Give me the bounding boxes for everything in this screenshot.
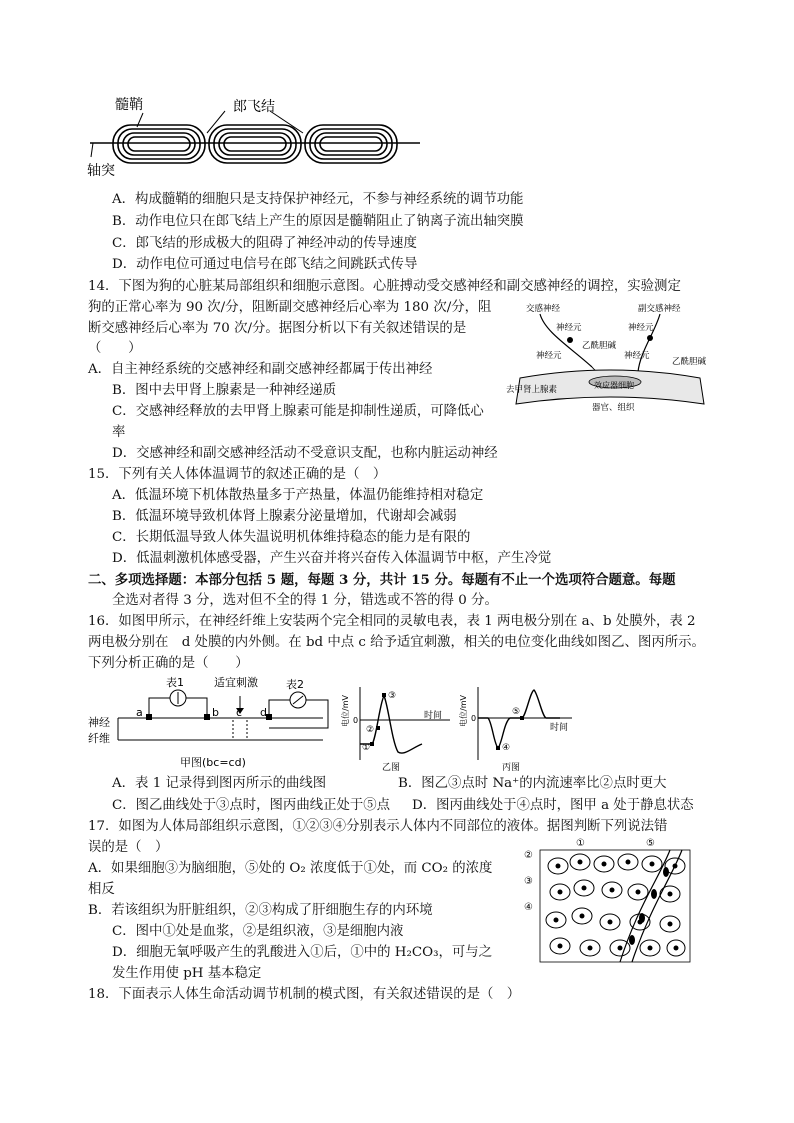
q15-stem: 15．下列有关人体体温调节的叙述正确的是（ ）: [88, 467, 387, 482]
q14-stem-1: 14．下图为狗的心脏某局部组织和细胞示意图。心脏搏动受交感神经和副交感神经的调控，实验测定: [88, 279, 681, 294]
q14-option-a: A．自主神经系统的交感神经和副交感神经都属于传出神经: [88, 362, 433, 377]
q15-option-a: A．低温环境下机体散热量多于产热量，体温仍能维持相对稳定: [112, 488, 484, 503]
meter2-label: 表2: [286, 678, 304, 691]
receptor-label: 效应器细胞: [594, 381, 634, 390]
fiber-label-2: 纤维: [88, 732, 110, 745]
tissue-num-1: ①: [576, 838, 585, 849]
yi-point-1: ①: [362, 743, 371, 753]
fiber-label-1: 神经: [88, 716, 110, 729]
bing-zero: 0: [471, 714, 477, 723]
neuron-label-mid-left: 神经元: [536, 351, 562, 361]
ach-label-2: 乙酰胆碱: [672, 357, 707, 367]
q16-option-c: C．图乙曲线处于③点时，图丙曲线正处于⑤点: [112, 798, 391, 813]
bing-point-4: ④: [502, 743, 511, 753]
q16-option-d: D．图丙曲线处于④点时，图甲 a 处于静息状态: [412, 798, 694, 813]
neuron-label-left: 神经元: [556, 323, 582, 333]
q17-stem-1: 17．如图为人体局部组织示意图，①②③④分别表示人体内不同部位的液体。据图判断下列说法错: [88, 819, 668, 834]
node-label: 郎飞结: [233, 99, 275, 115]
norepi-label: 去甲肾上腺素: [506, 385, 558, 395]
yi-x-label: 时间: [424, 711, 443, 721]
q13-option-a: A．构成髓鞘的细胞只是支持保护神经元，不参与神经系统的调节功能: [112, 192, 524, 207]
bing-y-label: 电位/mV: [459, 695, 468, 727]
caption-bing: 丙图: [502, 763, 521, 773]
q17-option-a-2: 相反: [88, 882, 115, 897]
sym-nerve-label: 交感神经: [526, 304, 561, 314]
tissue-num-3: ③: [524, 876, 533, 887]
q16-figure-bing: [460, 682, 580, 772]
q17-option-d-2: 发生作用使 pH 基本稳定: [112, 966, 262, 981]
heart-nerve-figure: [500, 302, 720, 417]
neuron-label-right: 神经元: [628, 323, 654, 333]
q15-option-c: C．长期低温导致人体失温说明机体维持稳态的能力是有限的: [112, 530, 471, 545]
tissue-num-2: ②: [524, 850, 533, 861]
q17-option-d-1: D．细胞无氧呼吸产生的乳酸进入①后，①中的 H₂CO₃，可与之: [112, 945, 493, 960]
organ-label: 器官、组织: [592, 403, 635, 413]
q17-option-a-1: A．如果细胞③为脑细胞，⑤处的 O₂ 浓度低于①处，而 CO₂ 的浓度: [88, 861, 493, 876]
q15-option-d: D．低温刺激机体感受器，产生兴奋并将兴奋传入体温调节中枢，产生冷觉: [112, 551, 552, 566]
point-d-label: d: [260, 706, 267, 719]
q17-option-b: B．若该组织为肝脏组织，②③构成了肝细胞生存的内环境: [88, 903, 433, 918]
q15-option-b: B．低温环境导致机体肾上腺素分泌量增加，代谢却会减弱: [112, 509, 457, 524]
myelin-figure: [85, 95, 425, 185]
q13-option-d: D．动作电位可通过电信号在郎飞结之间跳跃式传导: [112, 257, 418, 272]
q18-stem: 18．下面表示人体生命活动调节机制的模式图，有关叙述错误的是（ ）: [88, 987, 521, 1002]
ach-label-1: 乙酰胆碱: [582, 341, 617, 351]
q16-option-a: A．表 1 记录得到图丙所示的曲线图: [112, 776, 327, 791]
q14-option-d: D．交感神经和副交感神经活动不受意识支配，也称内脏运动神经: [112, 446, 498, 461]
meter1-label: 表1: [166, 676, 184, 689]
q14-answer-paren: （ ）: [88, 341, 142, 356]
q16-stem-3: 下列分析正确的是（ ）: [88, 656, 249, 671]
q14-stem-3: 断交感神经后心率为 70 次/分。据图分析以下有关叙述错误的是: [88, 321, 467, 336]
section2-heading: 二、多项选择题：本部分包括 5 题，每题 3 分，共计 15 分。每题有不止一个选项符合题意。每题: [88, 572, 676, 588]
tissue-num-4: ④: [524, 902, 533, 913]
stimulus-label: 适宜刺激: [214, 676, 258, 689]
q14-option-c-1: C．交感神经释放的去甲肾上腺素可能是抑制性递质，可降低心: [112, 404, 484, 419]
q14-stem-2: 狗的正常心率为 90 次/分，阻断副交感神经后心率为 180 次/分，阻: [88, 300, 492, 315]
q13-option-b: B．动作电位只在郎飞结上产生的原因是髓鞘阻止了钠离子流出轴突膜: [112, 214, 524, 229]
caption-jia: 甲图(bc=cd): [180, 756, 246, 769]
q14-option-b: B．图中去甲肾上腺素是一种神经递质: [112, 383, 337, 398]
section2-scoring: 全选对者得 3 分，选对但不全的得 1 分，错选或不答的得 0 分。: [112, 593, 498, 608]
para-nerve-label: 副交感神经: [638, 304, 681, 314]
q13-option-c: C．郎飞结的形成极大的阻碍了神经冲动的传导速度: [112, 236, 417, 251]
myelin-label: 髓鞘: [115, 97, 143, 113]
q17-option-c: C．图中①处是血浆，②是组织液，③是细胞内液: [112, 924, 404, 939]
q16-figure-jia: [88, 676, 338, 771]
yi-y-label: 电位/mV: [341, 695, 350, 727]
q16-figure-yi: [342, 682, 457, 772]
q16-option-b: B．图乙③点时 Na⁺的内流速率比②点时更大: [398, 776, 667, 791]
q16-stem-2: 两电极分别在 d 处膜的内外侧。在 bd 中点 c 给予适宜刺激，相关的电位变化曲线如图乙、图丙所示。: [88, 635, 705, 650]
yi-point-2: ②: [366, 725, 375, 735]
q17-stem-2: 误的是（ ）: [88, 840, 169, 855]
caption-yi: 乙图: [382, 763, 401, 773]
bing-point-5: ⑤: [512, 707, 521, 717]
tissue-num-5: ⑤: [646, 838, 655, 849]
q16-stem-1: 16．如图甲所示，在神经纤维上安装两个完全相同的灵敏电表，表 1 两电极分别在 a、b 处膜外，表 2: [88, 614, 696, 629]
yi-zero: 0: [353, 716, 359, 725]
point-a-label: a: [136, 706, 143, 719]
axon-label: 轴突: [87, 163, 115, 179]
point-c-label: c: [236, 706, 243, 719]
bing-x-label: 时间: [550, 723, 569, 733]
point-b-label: b: [212, 706, 219, 719]
neuron-label-mid-right: 神经元: [624, 351, 650, 361]
q14-option-c-2: 率: [112, 425, 126, 440]
yi-point-3: ③: [388, 691, 397, 701]
tissue-figure: [520, 836, 695, 966]
